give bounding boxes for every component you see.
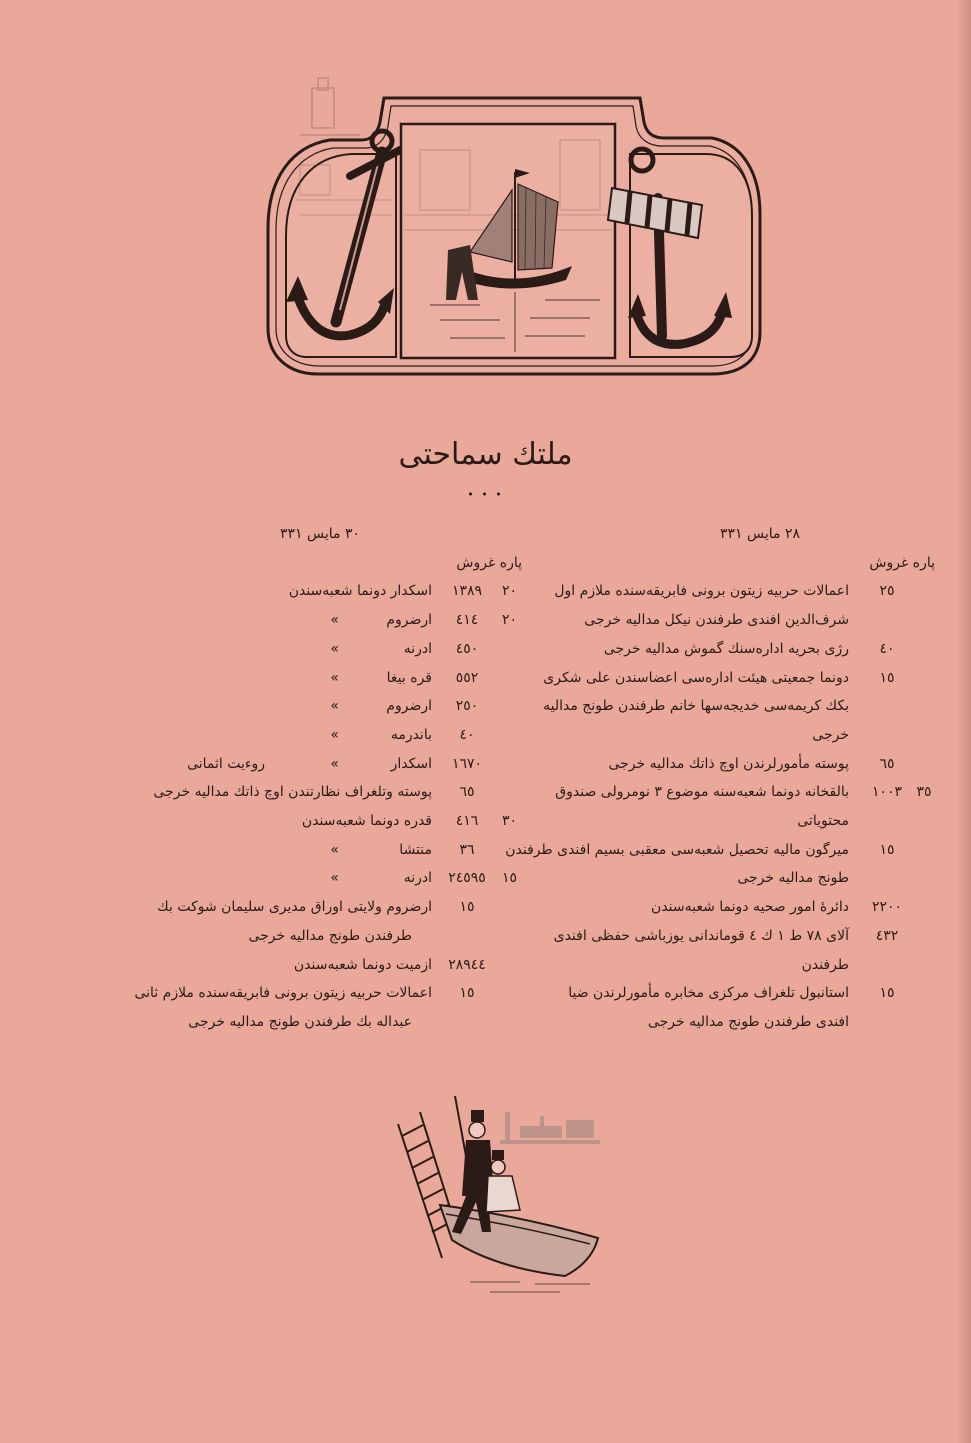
entry-row xyxy=(102,577,522,606)
kurus-amount: ١٥ xyxy=(879,669,895,686)
entry-text xyxy=(404,635,437,664)
para-amount xyxy=(913,635,935,664)
entry-row xyxy=(102,664,522,693)
entry-row xyxy=(102,836,522,865)
kurus-amount: ٤٣٢ xyxy=(875,927,899,944)
para-amount xyxy=(497,893,522,950)
entry-line: رژی بحریه اداره‌سنك گموش مدالیه خرجی xyxy=(603,640,849,657)
entry-line: باندرمه xyxy=(390,726,432,743)
para-amount xyxy=(913,750,935,779)
entry-text xyxy=(404,864,437,893)
entry-line: بكك كریمه‌سی خدیجه‌سها خانم طرفندن طونج مدالیه xyxy=(543,698,849,715)
ditto-mark: » xyxy=(330,669,339,686)
entry-row xyxy=(102,721,522,750)
para-amount xyxy=(913,893,935,922)
entry-text xyxy=(134,979,437,1036)
header-vignette-illustration xyxy=(0,0,971,400)
units-heading: پاره غروش xyxy=(456,554,522,571)
para-amount xyxy=(497,836,522,865)
entry-line: دونما جمعیتی هیئت اداره‌سی اعضاسندن علی شكری xyxy=(543,669,849,686)
entry-text xyxy=(386,692,437,721)
kurus-amount: ١٥ xyxy=(879,985,895,1002)
entry-text xyxy=(391,750,437,779)
ditto-mark: » xyxy=(330,870,339,887)
entry-line: ارضروم xyxy=(386,612,432,629)
entry-text xyxy=(554,922,861,979)
entry-row xyxy=(515,635,935,664)
entry-line: محتویاتی xyxy=(797,813,849,830)
entry-row xyxy=(102,635,522,664)
entry-row xyxy=(515,893,935,922)
para-amount xyxy=(497,979,522,1036)
para-amount xyxy=(913,577,935,634)
left-panel xyxy=(286,154,396,357)
entry-row xyxy=(102,807,522,836)
kurus-amount: ١٣٨٩ xyxy=(451,583,483,600)
kurus-amount: ٦٥ xyxy=(879,755,895,772)
kurus-amount: ٢٥ xyxy=(879,583,895,600)
ditto-mark: » xyxy=(330,755,339,772)
entry-line: اسكدار دونما شعبه‌سندن xyxy=(288,583,432,600)
para-amount xyxy=(913,836,935,893)
kurus-amount: ٤١٦ xyxy=(455,813,479,830)
para-amount xyxy=(497,951,522,980)
entry-line: خرجی xyxy=(812,726,849,743)
entry-text xyxy=(608,750,861,779)
entry-row xyxy=(102,778,522,807)
entry-line: استانبول تلغراف مركزی مخابره مأمورلرندن ضیا xyxy=(568,985,849,1002)
para-amount xyxy=(497,778,522,807)
para-amount: ٣٠ xyxy=(501,813,518,830)
entry-text xyxy=(651,893,861,922)
ditto-mark: » xyxy=(330,726,339,743)
para-amount: ٢٠ xyxy=(501,612,518,629)
entry-line: ارضروم xyxy=(386,698,432,715)
entry-text xyxy=(543,664,861,750)
kurus-amount: ٤١٤ xyxy=(455,612,479,629)
entry-text xyxy=(555,778,861,835)
kurus-amount: ١٠٠٣ xyxy=(871,784,903,801)
para-amount xyxy=(497,635,522,664)
entry-line: قدره دونما شعبه‌سندن xyxy=(301,813,432,830)
kurus-amount: ٢٥٠ xyxy=(455,698,479,715)
entry-row xyxy=(102,951,522,980)
kurus-amount: ١٥ xyxy=(459,985,475,1002)
entry-text xyxy=(505,836,861,893)
entry-text xyxy=(604,635,861,664)
entry-line: افندی طرفندن طونج مدالیه خرجی xyxy=(647,1013,849,1030)
entry-row xyxy=(102,979,522,1036)
page-title: ملتك سماحتی xyxy=(398,437,573,472)
entry-row xyxy=(102,864,522,893)
entry-text xyxy=(554,577,861,634)
kurus-amount: ٤٥٠ xyxy=(455,640,479,657)
entry-line: اسكدار xyxy=(390,755,432,772)
kurus-amount: ٢٨٩٤٤ xyxy=(448,956,486,973)
kurus-amount: ٦٥ xyxy=(459,784,475,801)
kurus-amount: ٣٦ xyxy=(459,841,475,858)
entry-note: روءیت اثمانی xyxy=(187,755,265,772)
entry-line: ادرنه xyxy=(403,640,432,657)
entry-row xyxy=(515,750,935,779)
entry-row xyxy=(102,606,522,635)
para-amount: ٣٥ xyxy=(916,784,932,801)
entry-text xyxy=(387,664,437,693)
entry-line: قره بیغا xyxy=(386,669,432,686)
entry-line: شرف‌الدین افندی طرفندن نیكل مدالیه خرجی xyxy=(584,612,849,629)
kurus-amount: ١٥ xyxy=(459,899,475,916)
entry-text xyxy=(294,951,437,980)
para-amount xyxy=(913,664,935,750)
entry-line: اعمالات حربیه زیتون برونی فابریقه‌سنده ملازم اول xyxy=(554,583,849,600)
ditto-mark: » xyxy=(330,640,339,657)
entry-line: منتشا xyxy=(399,841,432,858)
kurus-amount: ٤٠ xyxy=(879,640,895,657)
entry-line: ارضروم ولایتی اوراق مدیری سلیمان شوكت بك xyxy=(157,899,432,916)
entry-line: طرفندن طونج مدالیه خرجی xyxy=(248,927,412,944)
kurus-amount: ١٥ xyxy=(879,841,895,858)
water-ripples xyxy=(470,1282,590,1292)
entry-text xyxy=(153,778,437,807)
kurus-amount: ٢٢٠٠ xyxy=(871,899,903,916)
entry-text xyxy=(386,606,437,635)
entry-line: طرفندن xyxy=(801,956,849,973)
entry-line: پوسته وتلغراف نظارتندن اوچ ذاتك مدالیه خرجی xyxy=(153,784,432,801)
date-heading: ٢٨ مايس ٣٣١ xyxy=(719,526,800,542)
para-amount xyxy=(497,750,522,779)
entry-row xyxy=(102,893,522,950)
entry-row xyxy=(515,922,935,979)
units-heading: پاره غروش xyxy=(869,554,935,571)
entry-row xyxy=(515,664,935,750)
kurus-amount: ١٦٧٠ xyxy=(451,755,483,772)
kurus-amount: ٥٥٢ xyxy=(455,669,479,686)
para-amount xyxy=(497,692,522,721)
entry-line: اعمالات حربیه زیتون برونی فابریقه‌سنده ملازم ثانی xyxy=(134,985,432,1002)
entry-line: بالقخانه دونما شعبه‌سنه موضوع ٣ نومرولی صندوق xyxy=(555,784,849,801)
distant-skyline-sketch xyxy=(500,1112,600,1144)
kurus-amount: ٢٤٥٩٥ xyxy=(448,870,486,887)
faint-background-sketch xyxy=(300,78,360,135)
kurus-amount: ٤٠ xyxy=(459,726,475,743)
entry-line: عبداله بك طرفندن طونج مدالیه خرجی xyxy=(188,1013,412,1030)
para-amount xyxy=(913,979,935,1036)
entry-line: طونج مدالیه خرجی xyxy=(737,870,849,887)
para-amount xyxy=(497,664,522,693)
entry-line: ازمیت دونما شعبه‌سندن xyxy=(293,956,432,973)
ditto-mark: » xyxy=(330,698,339,715)
entry-line: آلای ٧٨ ط ١ ك ٤ قوماندانی یوزباشی حفظی افندی xyxy=(553,927,849,944)
entry-line: ادرنه xyxy=(403,870,432,887)
para-amount xyxy=(913,922,935,979)
entry-row xyxy=(515,778,935,835)
entry-text xyxy=(568,979,861,1036)
ditto-mark: » xyxy=(330,612,339,629)
entry-text xyxy=(391,721,437,750)
entry-row xyxy=(515,979,935,1036)
title-ornament: • • • xyxy=(467,488,504,501)
entry-text xyxy=(157,893,437,950)
entry-row xyxy=(102,750,522,779)
left-column xyxy=(102,520,522,1037)
para-amount: ١٥ xyxy=(501,870,518,887)
ditto-mark: » xyxy=(330,841,339,858)
para-amount xyxy=(497,721,522,750)
right-panel xyxy=(630,154,752,357)
entry-text xyxy=(302,807,437,836)
date-heading: ٣٠ مايس ٣٣١ xyxy=(279,526,360,542)
entry-text xyxy=(289,577,437,606)
entry-row xyxy=(102,692,522,721)
entry-line: پوسته مأمورلرندن اوچ ذاتك مدالیه خرجی xyxy=(608,755,849,772)
entry-line: میرگون مالیه تحصیل شعبه‌سی معقبی بسیم افندی طرفندن xyxy=(505,841,849,858)
footer-vignette-illustration xyxy=(380,1090,620,1300)
entry-row xyxy=(515,577,935,634)
entry-line: دائرهٔ امور صحیه دونما شعبه‌سندن xyxy=(651,899,849,916)
entry-text xyxy=(399,836,437,865)
para-amount: ٢٠ xyxy=(501,583,518,600)
entry-row xyxy=(505,836,935,893)
